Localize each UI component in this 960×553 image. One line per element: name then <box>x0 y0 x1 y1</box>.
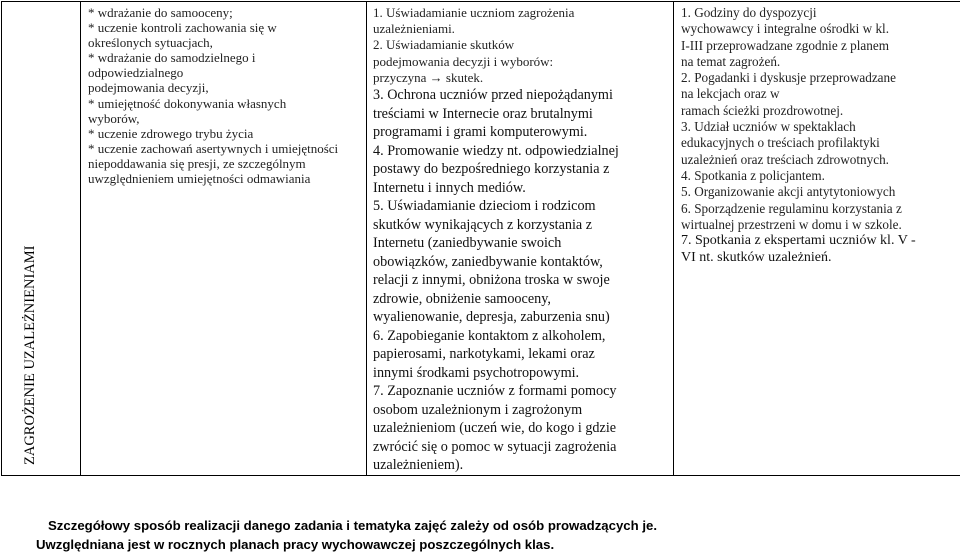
text-line: * wdrażanie do samooceny; <box>88 5 360 20</box>
text-line: 5. Organizowanie akcji antytytoniowych <box>681 184 956 200</box>
text-line: relacji z innymi, obniżona troska w swoje <box>373 271 667 290</box>
methods-list <box>674 2 960 266</box>
tasks-list <box>367 2 673 475</box>
text-line: * uczenie zachowań asertywnych i umiejętności <box>88 141 360 156</box>
text-line: wychowawcy i integralne ośrodki w kl. <box>681 21 956 37</box>
text-line: na temat zagrożeń. <box>681 54 956 70</box>
text-line: 4. Promowanie wiedzy nt. odpowiedzialnej <box>373 142 667 161</box>
text-line: zdrowie, obniżenie samooceny, <box>373 290 667 309</box>
text-line: VI nt. skutków uzależnień. <box>681 250 956 267</box>
text-line: treściami w Internecie oraz brutalnymi <box>373 105 667 124</box>
text-line: 7. Zapoznanie uczniów z formami pomocy <box>373 382 667 401</box>
text-line: uzależnieniami. <box>373 21 667 37</box>
text-line: uzależnieniem). <box>373 456 667 475</box>
text-line: skutków wynikających z korzystania z <box>373 216 667 235</box>
text-line: uwzględnieniem umiejętności odmawiania <box>88 171 360 186</box>
text-line: ramach ścieżki prozdrowotnej. <box>681 103 956 119</box>
text-line: przyczyna → skutek. <box>373 70 667 86</box>
row-header-cell <box>2 2 81 476</box>
text-line: 7. Spotkania z ekspertami uczniów kl. V - <box>681 233 956 250</box>
text-line: wyborów, <box>88 111 360 126</box>
tasks-cell <box>367 2 674 476</box>
threats-table <box>1 1 960 476</box>
goals-cell <box>81 2 367 476</box>
text-line: 5. Uświadamianie dzieciom i rodzicom <box>373 197 667 216</box>
text-line: postawy do bezpośredniego korzystania z <box>373 160 667 179</box>
text-line: podejmowania decyzji, <box>88 80 360 95</box>
text-line: 1. Godziny do dyspozycji <box>681 5 956 21</box>
text-line: na lekcjach oraz w <box>681 86 956 102</box>
text-line: 6. Zapobieganie kontaktom z alkoholem, <box>373 327 667 346</box>
text-line: wyalienowanie, depresja, zaburzenia snu) <box>373 308 667 327</box>
text-line: osobom uzależnionym i zagrożonym <box>373 401 667 420</box>
text-line: * uczenie kontroli zachowania się w <box>88 20 360 35</box>
text-line: odpowiedzialnego <box>88 65 360 80</box>
text-line: obowiązków, zaniedbywanie kontaktów, <box>373 253 667 272</box>
text-line: programami i grami komputerowymi. <box>373 123 667 142</box>
text-line: 3. Ochrona uczniów przed niepożądanymi <box>373 86 667 105</box>
text-line: I-III przeprowadzane zgodnie z planem <box>681 38 956 54</box>
text-line: edukacyjnych o treściach profilaktyki <box>681 135 956 151</box>
text-line: podejmowania decyzji i wyborów: <box>373 54 667 70</box>
text-line: Internetu i innych mediów. <box>373 179 667 198</box>
text-line: 6. Sporządzenie regulaminu korzystania z <box>681 201 956 217</box>
table-row <box>2 2 960 476</box>
goals-list <box>81 2 366 186</box>
text-line: uzależnień oraz treściach zdrowotnych. <box>681 152 956 168</box>
text-line: 3. Udział uczniów w spektaklach <box>681 119 956 135</box>
text-line: 2. Uświadamianie skutków <box>373 37 667 53</box>
text-line: 2. Pogadanki i dyskusje przeprowadzane <box>681 70 956 86</box>
text-line: wirtualnej przestrzeni w domu i w szkole. <box>681 217 956 233</box>
text-line: * umiejętność dokonywania własnych <box>88 96 360 111</box>
methods-cell <box>674 2 960 476</box>
text-line: zwrócić się o pomoc w sytuacji zagrożenia <box>373 438 667 457</box>
text-line: określonych sytuacjach, <box>88 35 360 50</box>
footer-line-1: Szczegółowy sposób realizacji danego zadania i tematyka zajęć zależy od osób prowadzących je. <box>48 517 657 534</box>
text-line: 1. Uświadamianie uczniom zagrożenia <box>373 5 667 21</box>
text-line: 4. Spotkania z policjantem. <box>681 168 956 184</box>
text-line: uzależnieniom (uczeń wie, do kogo i gdzie <box>373 419 667 438</box>
text-line: innymi środkami psychotropowymi. <box>373 364 667 383</box>
text-line: * uczenie zdrowego trybu życia <box>88 126 360 141</box>
text-line: papierosami, narkotykami, lekami oraz <box>373 345 667 364</box>
text-line: * wdrażanie do samodzielnego i <box>88 50 360 65</box>
footer-note <box>48 517 657 553</box>
row-header-label: ZAGROŻENIE UZALEŻNIENIAMI <box>22 245 39 464</box>
text-line: niepoddawania się presji, ze szczególnym <box>88 156 360 171</box>
text-line: Internetu (zaniedbywanie swoich <box>373 234 667 253</box>
footer-line-2: Uwzględniana jest w rocznych planach pracy wychowawczej poszczególnych klas. <box>36 536 657 553</box>
